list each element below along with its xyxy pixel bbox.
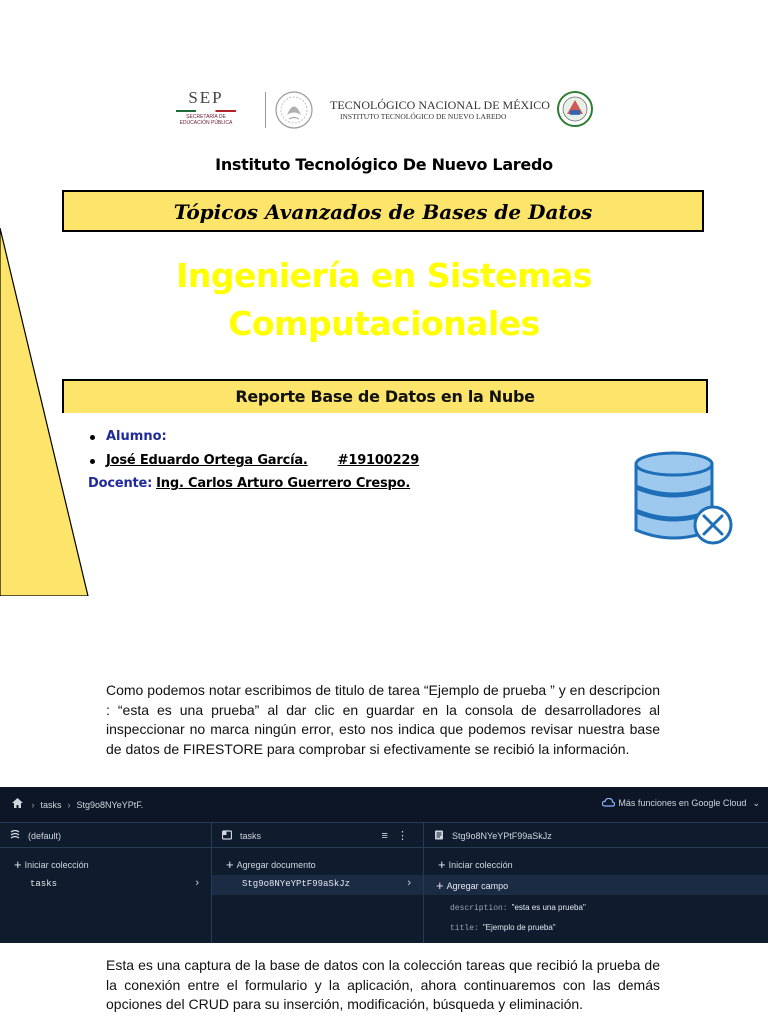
column-header xyxy=(0,822,211,848)
course-title-box xyxy=(62,190,704,232)
column-header xyxy=(424,822,768,848)
student-list xyxy=(86,425,419,473)
column-title: Stg9o8NYeYPtF99aSkJz xyxy=(452,831,552,841)
collection-icon xyxy=(222,830,232,840)
itnl-seal-icon xyxy=(556,90,594,128)
filter-icon[interactable]: ≡ ⋮ xyxy=(381,830,411,842)
field-value: "Ejemplo de prueba" xyxy=(482,923,556,932)
chevron-right-icon: › xyxy=(67,800,71,810)
start-collection-button[interactable]: + Iniciar colección xyxy=(14,857,89,872)
database-stack-icon xyxy=(10,830,20,840)
collection-name: tasks xyxy=(30,879,58,889)
career-line-1: Ingeniería en Sistemas xyxy=(176,256,592,295)
paragraph-1: Como podemos notar escribimos de titulo de tarea “Ejemplo de prueba ” y en descripcion : “esta es una prueba” al dar clic en guardar en la consola de desarrolladores al inspeccionar no marca ningún error, esto nos indica que podemos revisar nuestra base de datos de FIRESTORE para comprobar si efectivamente se recibió la información. xyxy=(106,682,660,757)
sep-logo: SEP SECRETARÍA DE EDUCACIÓN PÚBLICA xyxy=(176,88,256,132)
student-id: #19100229 xyxy=(337,453,420,468)
logo-divider xyxy=(265,92,266,128)
column-title: tasks xyxy=(240,831,262,841)
list-item xyxy=(86,449,419,473)
firestore-console-screenshot xyxy=(0,787,768,943)
student-name: José Eduardo Ortega García. xyxy=(106,453,308,468)
chevron-right-icon: › xyxy=(407,877,411,889)
tecnm-title: TECNOLÓGICO NACIONAL DE MÉXICO xyxy=(330,98,550,112)
add-field-row[interactable] xyxy=(424,875,768,895)
career-title xyxy=(0,252,768,348)
database-column xyxy=(0,822,212,943)
chevron-right-icon: › xyxy=(31,800,35,810)
more-functions-label: Más funciones en Google Cloud xyxy=(618,798,747,808)
course-title: Tópicos Avanzados de Bases de Datos xyxy=(173,200,593,224)
cloud-icon xyxy=(602,798,615,807)
field-row[interactable] xyxy=(450,923,556,933)
teacher-name: Ing. Carlos Arturo Guerrero Crespo. xyxy=(156,476,411,491)
institute-name: Instituto Tecnológico De Nuevo Laredo xyxy=(215,155,553,174)
breadcrumb-item[interactable]: tasks xyxy=(40,800,62,810)
bullet-icon xyxy=(90,435,95,440)
tecnm-subtitle: INSTITUTO TECNOLÓGICO DE NUEVO LAREDO xyxy=(340,112,507,121)
start-collection-button[interactable]: + Iniciar colección xyxy=(438,857,513,872)
list-item[interactable] xyxy=(0,875,211,895)
field-key: title: xyxy=(450,924,479,933)
breadcrumb xyxy=(12,798,143,810)
field-row[interactable] xyxy=(450,903,586,913)
report-title-box xyxy=(62,379,708,413)
field-key: description: xyxy=(450,904,508,913)
list-item xyxy=(86,425,419,449)
document-id: Stg9o8NYeYPtF99aSkJz xyxy=(242,879,351,889)
breadcrumb-item[interactable]: Stg9o8NYeYPtF. xyxy=(76,800,144,810)
document-icon xyxy=(434,830,444,840)
firestore-topbar xyxy=(0,787,768,823)
list-item[interactable] xyxy=(212,875,423,895)
more-functions-link[interactable] xyxy=(602,798,760,809)
column-title: (default) xyxy=(28,831,62,841)
career-line-2: Computacionales xyxy=(228,304,540,343)
mexico-coat-of-arms-icon xyxy=(274,90,314,130)
database-error-icon xyxy=(630,450,736,550)
home-icon[interactable] xyxy=(12,798,23,808)
teacher-label: Docente: xyxy=(88,476,153,491)
report-title: Reporte Base de Datos en la Nube xyxy=(235,387,535,406)
field-value: "esta es una prueba" xyxy=(511,903,586,912)
collection-column xyxy=(212,822,424,943)
column-header xyxy=(212,822,423,848)
paragraph-2: Esta es una captura de la base de datos con la colección tareas que recibió la prueba de la conexión entre el formulario y la aplicación, ahora continuaremos con las demás opciones del CRUD para su inserción, modificación, búsqueda y eliminación. xyxy=(106,957,660,1012)
bullet-icon xyxy=(90,459,95,464)
add-field-button[interactable]: + Agregar campo xyxy=(436,878,509,893)
chevron-down-icon: ⌄ xyxy=(752,798,760,808)
chevron-right-icon: › xyxy=(195,877,199,889)
student-line xyxy=(106,451,419,471)
add-document-button[interactable]: + Agregar documento xyxy=(226,857,316,872)
student-label: Alumno: xyxy=(106,429,167,444)
teacher-line xyxy=(88,476,410,491)
document-column xyxy=(424,822,768,943)
